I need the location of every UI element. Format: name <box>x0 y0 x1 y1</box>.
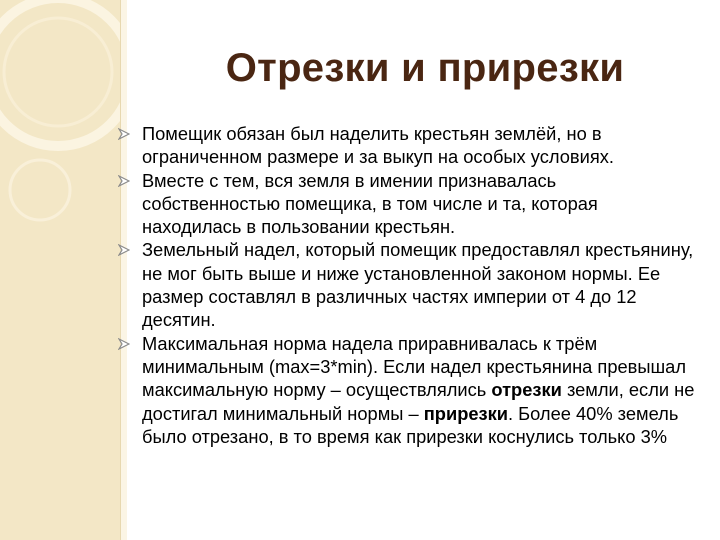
bullet-text: Земельный надел, который помещик предоставлял крестьянину, не мог быть выше и ниже установленной законом нормы. Ее размер составлял в различных частях империи от 4 до 12 десятин. <box>142 239 694 331</box>
term-prirezki: прирезки <box>423 402 509 424</box>
arrowhead-bullet-icon <box>118 128 130 140</box>
bullet-text: Вместе с тем, вся земля в имении признавалась собственностью помещика, в том числе и та, которая находилась в пользовании крестьян. <box>142 169 598 238</box>
bullet-text-part: земли, если не достигал минимальный нормы – <box>142 379 695 424</box>
bullet-item <box>118 238 698 331</box>
decorative-circles-icon <box>0 0 120 540</box>
arrowhead-bullet-icon <box>118 175 130 187</box>
decorative-side-band <box>0 0 120 540</box>
bullet-item <box>118 332 698 448</box>
bullet-text: Помещик обязан был наделить крестьян землёй, но в ограниченном размере и за выкуп на особых условиях. <box>142 123 614 168</box>
arrowhead-bullet-icon <box>118 244 130 256</box>
bullet-list <box>118 122 698 448</box>
term-otrezki: отрезки <box>491 379 562 401</box>
arrowhead-bullet-icon <box>118 338 130 350</box>
bullet-item <box>118 169 698 239</box>
slide-title: Отрезки и прирезки <box>225 46 625 90</box>
bullet-text <box>142 333 694 447</box>
bullet-text-part: Максимальная норма надела приравнивалась к трём минимальным (max=3*min). Если надел крестьянина превышал максимальную норму – осуществлялись <box>142 332 687 401</box>
bullet-item <box>118 122 698 169</box>
bullet-text-part: . Более 40% земель было отрезано, в то время как прирезки коснулись только 3% <box>142 402 679 447</box>
